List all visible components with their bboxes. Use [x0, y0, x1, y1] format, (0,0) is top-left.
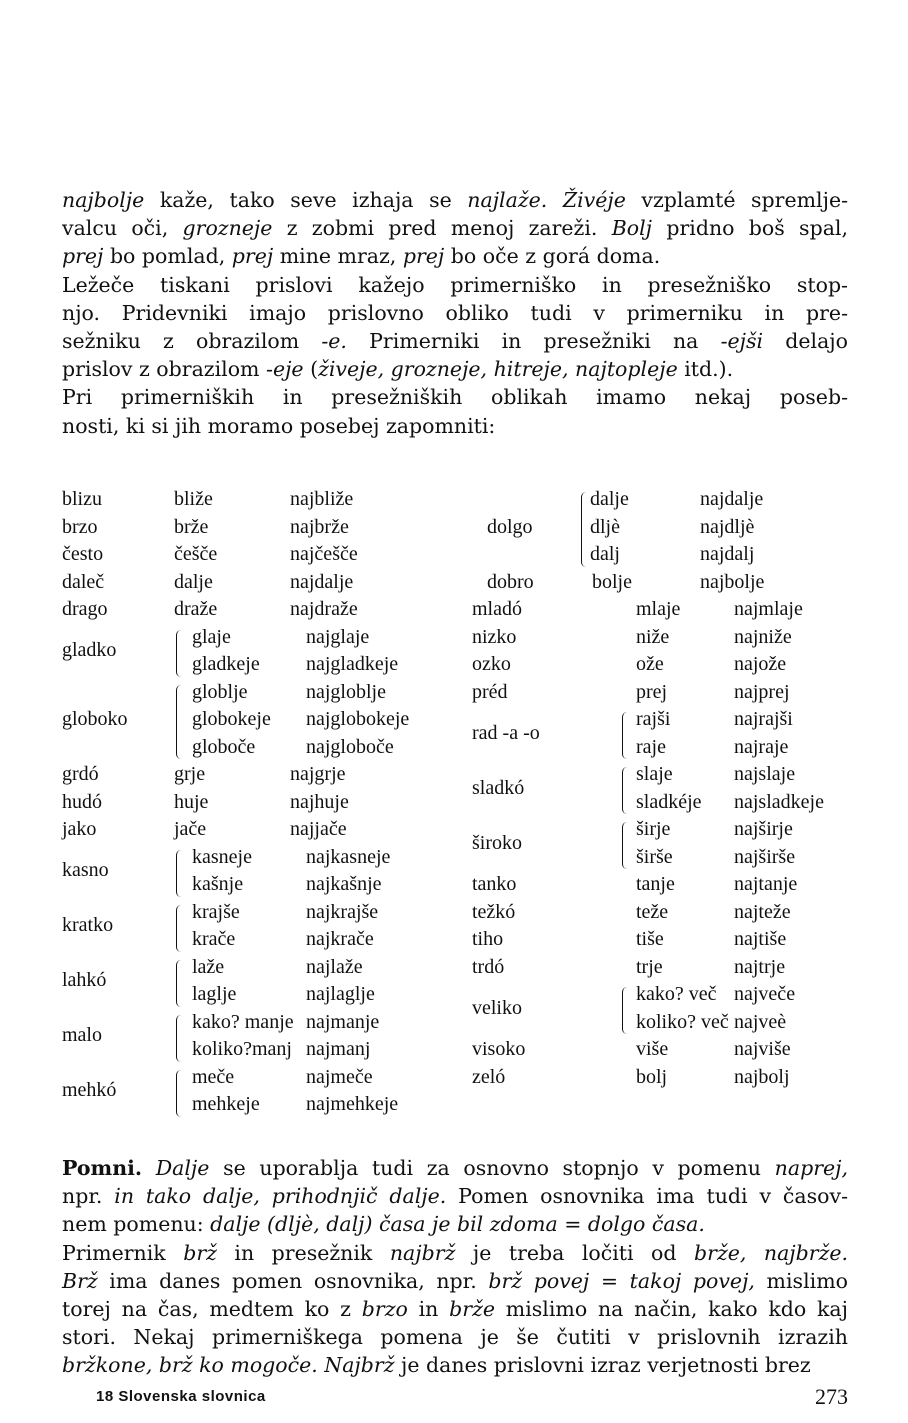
- text-line: [62, 271, 848, 299]
- superlative-form: najprej: [734, 680, 790, 703]
- comparative-form: laže: [192, 955, 225, 978]
- base-form: tanko: [472, 873, 517, 895]
- text-line: [62, 242, 848, 270]
- text-run: brž povej = takoj povej,: [488, 1268, 755, 1293]
- comparative-form: rajši: [636, 708, 671, 730]
- base-form: malo: [62, 1024, 102, 1047]
- comparative-form: više: [636, 1038, 669, 1060]
- base-form: rad -a -o: [472, 721, 540, 744]
- text-run: torej na čas, medtem ko z: [62, 1297, 362, 1322]
- text-run: Primerniki in presežniki na: [346, 329, 721, 354]
- base-form: zeló: [472, 1065, 506, 1088]
- text-run: Brž: [62, 1268, 98, 1293]
- text-run: sežniku z obrazilom: [62, 329, 322, 354]
- superlative-form: najtrje: [734, 955, 786, 978]
- comparative-form: jače: [174, 818, 207, 840]
- superlative-form: najčešče: [290, 543, 358, 565]
- text-run: bržkone, brž ko mogoče. Najbrž: [62, 1353, 395, 1378]
- bottom-paragraphs: [62, 1154, 848, 1380]
- text-run: -eje: [266, 357, 304, 382]
- comparative-form: mehkeje: [192, 1093, 260, 1115]
- text-line: [62, 1182, 848, 1210]
- superlative-form: najjače: [290, 818, 347, 840]
- text-run: dalje (dljè, dalj) časa je bil zdoma = dolgo časa.: [210, 1212, 705, 1237]
- text-run: -e.: [321, 329, 347, 354]
- comparative-form: kako? več: [636, 983, 717, 1005]
- brace: [176, 850, 181, 897]
- superlative-form: najdraže: [290, 598, 358, 620]
- comparative-form: mlaje: [636, 598, 681, 620]
- text-run: Primernik: [62, 1240, 184, 1265]
- comparative-form: sladkéje: [636, 790, 702, 813]
- page-number: 273: [815, 1384, 848, 1409]
- comparative-form: koliko?manj: [192, 1038, 292, 1060]
- text-run: mine mraz,: [273, 244, 403, 269]
- superlative-form: najrajši: [734, 708, 793, 730]
- comparative-form: grje: [174, 763, 206, 785]
- base-form: mehkó: [62, 1079, 117, 1102]
- base-form: kratko: [62, 914, 114, 937]
- superlative-form: najgrje: [290, 763, 346, 785]
- superlative-form: najbolj: [734, 1065, 790, 1088]
- text-run: najbolje: [62, 188, 145, 212]
- brace: [176, 1015, 181, 1062]
- superlative-form: najširše: [734, 845, 796, 868]
- text-run: Pomni.: [62, 1156, 143, 1180]
- comparative-form: kasneje: [192, 845, 252, 868]
- text-run: je danes prislovni izraz verjetnosti brez: [394, 1353, 811, 1378]
- comparative-form: širje: [636, 818, 671, 840]
- text-line: [62, 214, 848, 242]
- superlative-form: najgloboče: [306, 735, 394, 758]
- text-run: je treba ločiti od: [455, 1240, 695, 1265]
- text-run: ima danes pomen osnovnika, npr.: [97, 1268, 489, 1293]
- text-run: npr.: [62, 1184, 115, 1209]
- superlative-form: najbolje: [700, 570, 765, 593]
- superlative-form: najože: [734, 653, 787, 675]
- text-line: [62, 1210, 848, 1238]
- text-line: [62, 186, 848, 214]
- text-run: Ležeče tiskani prislovi kažejo primerniško in presežniško stop-: [62, 272, 848, 297]
- superlative-form: najkasneje: [306, 845, 391, 868]
- comparative-form: dalj: [590, 543, 620, 565]
- comparative-form: trje: [636, 955, 663, 978]
- superlative-form: najmanje: [306, 1010, 380, 1033]
- text-run: -ejši: [720, 329, 764, 354]
- text-line: [62, 1267, 848, 1295]
- brace: [622, 987, 627, 1034]
- footer-title: 18 Slovenska slovnica: [96, 1388, 266, 1405]
- text-run: naprej,: [774, 1156, 848, 1180]
- superlative-form: najraje: [734, 735, 789, 758]
- base-form: brzo: [62, 515, 98, 538]
- base-form: jako: [62, 818, 97, 840]
- brace: [622, 767, 627, 814]
- base-form: široko: [472, 831, 522, 854]
- text-run: mislimo: [754, 1268, 848, 1293]
- base-form: préd: [472, 680, 508, 703]
- text-line: [62, 355, 848, 383]
- text-line: [62, 1295, 848, 1323]
- text-run: brže, najbrže.: [694, 1240, 849, 1265]
- brace: [622, 822, 627, 869]
- superlative-form: najmeče: [306, 1065, 373, 1088]
- comparative-form: tiše: [636, 928, 664, 950]
- comparative-form: tanje: [636, 873, 675, 895]
- comparative-form: raje: [636, 735, 666, 758]
- text-run: vzplamté spremlje-: [625, 188, 849, 212]
- base-form: dobro: [487, 570, 534, 593]
- base-form: često: [62, 543, 104, 565]
- comparative-form: glaje: [192, 625, 231, 648]
- base-form: hudó: [62, 790, 102, 813]
- text-run: živeje, grozneje, hitreje, najtopleje: [318, 357, 678, 382]
- comparative-form: globoče: [192, 735, 256, 758]
- base-form: grdó: [62, 763, 99, 785]
- text-run: bo pomlad,: [103, 244, 232, 269]
- comparative-form: teže: [636, 900, 669, 923]
- superlative-form: najkrajše: [306, 900, 379, 923]
- brace: [176, 905, 181, 952]
- text-run: mislimo na način, kako kdo kaj: [495, 1297, 848, 1322]
- text-run: nem pomenu:: [62, 1212, 211, 1237]
- base-form: trdó: [472, 955, 505, 978]
- base-form: nizko: [472, 625, 517, 648]
- brace: [581, 492, 586, 567]
- text-run: brže: [449, 1297, 496, 1322]
- text-line: [62, 1351, 848, 1379]
- base-form: daleč: [62, 570, 105, 593]
- text-run: nosti, ki si jih moramo posebej zapomniti:: [62, 413, 496, 438]
- comparative-form: dalje: [590, 488, 629, 510]
- comparative-form: gladkeje: [192, 653, 260, 675]
- text-run: Pomen osnovnika ima tudi v časov-: [446, 1184, 848, 1209]
- superlative-form: najtiše: [734, 928, 787, 950]
- text-run: prej: [62, 244, 104, 269]
- text-run: itd.).: [677, 357, 734, 382]
- superlative-form: najbrže: [290, 515, 349, 538]
- superlative-form: najviše: [734, 1038, 791, 1060]
- comparative-form: kašnje: [192, 873, 244, 895]
- text-run: pridno boš spal,: [652, 216, 848, 241]
- comparative-form: niže: [636, 625, 670, 648]
- text-run: najlaže. Živéje: [467, 188, 626, 212]
- brace: [176, 960, 181, 1007]
- brace: [622, 712, 627, 759]
- superlative-form: najdljè: [700, 515, 755, 538]
- text-run: Pri primerniških in presežniških oblikah imamo nekaj poseb-: [62, 385, 848, 410]
- comparative-form: globlje: [192, 680, 248, 703]
- base-form: mladó: [472, 598, 522, 620]
- superlative-form: najbliže: [290, 488, 354, 510]
- superlative-form: največe: [734, 983, 796, 1005]
- comparative-form: širše: [636, 845, 673, 868]
- text-line: [62, 1323, 848, 1351]
- superlative-form: najgloblje: [306, 680, 386, 703]
- text-run: njo. Pridevniki imajo prislovno obliko tudi v primerniku in pre-: [62, 300, 848, 325]
- comparative-form: huje: [174, 790, 209, 813]
- base-form: težkó: [472, 900, 516, 923]
- text-run: Dalje: [155, 1156, 210, 1180]
- superlative-form: najkašnje: [306, 873, 382, 895]
- comparative-form: češče: [174, 543, 218, 565]
- base-form: blizu: [62, 488, 102, 510]
- text-line: [62, 412, 848, 440]
- superlative-form: najtanje: [734, 873, 798, 895]
- comparative-form: globokeje: [192, 708, 271, 730]
- base-form: tiho: [472, 928, 504, 950]
- superlative-form: najlaže: [306, 955, 363, 978]
- text-line: [62, 327, 848, 355]
- text-run: in presežnik: [216, 1240, 390, 1265]
- text-run: valcu oči,: [62, 216, 183, 241]
- text-line: [62, 1239, 848, 1267]
- comparative-form: bolj: [636, 1065, 668, 1088]
- text-run: delajo: [763, 329, 848, 354]
- superlative-form: najmlaje: [734, 598, 803, 620]
- comparative-form: kako? manje: [192, 1010, 294, 1033]
- text-run: stori. Nekaj primerniškega pomena je še čutiti v prislovnih izrazih: [62, 1325, 848, 1350]
- comparative-form: draže: [174, 598, 218, 620]
- base-form: globoko: [62, 708, 128, 730]
- comparative-form: ože: [636, 653, 664, 675]
- superlative-form: najveè: [734, 1010, 787, 1033]
- text-run: najbrž: [389, 1240, 456, 1265]
- top-paragraphs: [62, 186, 848, 440]
- text-line: [62, 1154, 848, 1182]
- comparative-form: laglje: [192, 983, 237, 1005]
- base-form: veliko: [472, 996, 522, 1019]
- base-form: sladkó: [472, 776, 525, 799]
- comparative-form: slaje: [636, 763, 673, 785]
- comparative-form: dljè: [590, 515, 620, 538]
- text-run: kaže, tako seve izhaja se: [144, 188, 468, 212]
- text-run: se uporablja tudi za osnovno stopnjo v pomenu: [209, 1156, 775, 1180]
- text-run: [142, 1156, 156, 1180]
- comparative-form: meče: [192, 1065, 235, 1088]
- superlative-form: najširje: [734, 818, 793, 840]
- superlative-form: najglobokeje: [306, 708, 410, 730]
- superlative-form: najgladkeje: [306, 653, 399, 675]
- superlative-form: najhuje: [290, 790, 349, 813]
- text-run: (: [303, 357, 319, 382]
- comparative-form: koliko? več: [636, 1010, 729, 1033]
- text-line: [62, 383, 848, 411]
- superlative-form: najslaje: [734, 763, 796, 785]
- superlative-form: najmanj: [306, 1038, 371, 1060]
- base-form: dolgo: [487, 515, 533, 538]
- text-run: brž: [183, 1240, 217, 1265]
- superlative-form: najdalje: [290, 570, 354, 593]
- text-run: bo oče z gorá doma.: [444, 244, 661, 269]
- base-form: visoko: [472, 1038, 526, 1060]
- comparative-form: brže: [174, 515, 209, 538]
- comparative-form: krače: [192, 928, 236, 950]
- brace: [176, 1070, 181, 1117]
- superlative-form: najlaglje: [306, 983, 375, 1005]
- base-form: ozko: [472, 653, 511, 675]
- text-run: in tako dalje, prihodnjič dalje.: [114, 1184, 447, 1209]
- base-form: gladko: [62, 639, 117, 662]
- text-run: prej: [402, 244, 445, 269]
- text-run: in: [407, 1297, 450, 1322]
- base-form: kasno: [62, 859, 109, 882]
- superlative-form: najglaje: [306, 625, 370, 648]
- text-line: [62, 299, 848, 327]
- comparative-form: krajše: [192, 900, 240, 923]
- comparative-form: dalje: [174, 570, 213, 593]
- base-form: lahkó: [62, 969, 107, 992]
- comparative-form: bolje: [592, 570, 632, 593]
- superlative-form: najmehkeje: [306, 1093, 399, 1115]
- text-run: grozneje: [182, 216, 273, 241]
- text-run: Bolj: [611, 216, 653, 241]
- superlative-form: najteže: [734, 900, 791, 923]
- superlative-form: najsladkeje: [734, 790, 824, 813]
- brace: [176, 630, 181, 677]
- superlative-form: najdalje: [700, 488, 764, 510]
- superlative-form: najniže: [734, 625, 792, 648]
- text-run: prislov z obrazilom: [62, 357, 267, 382]
- text-run: prej: [231, 244, 274, 269]
- base-form: drago: [62, 598, 108, 620]
- text-run: brzo: [361, 1297, 408, 1322]
- superlative-form: najkrače: [306, 928, 374, 950]
- comparative-form: prej: [636, 680, 668, 703]
- superlative-form: najdalj: [700, 543, 755, 565]
- comparative-form: bliže: [174, 488, 213, 510]
- text-run: z zobmi pred menoj zareži.: [272, 216, 612, 241]
- brace: [176, 685, 181, 760]
